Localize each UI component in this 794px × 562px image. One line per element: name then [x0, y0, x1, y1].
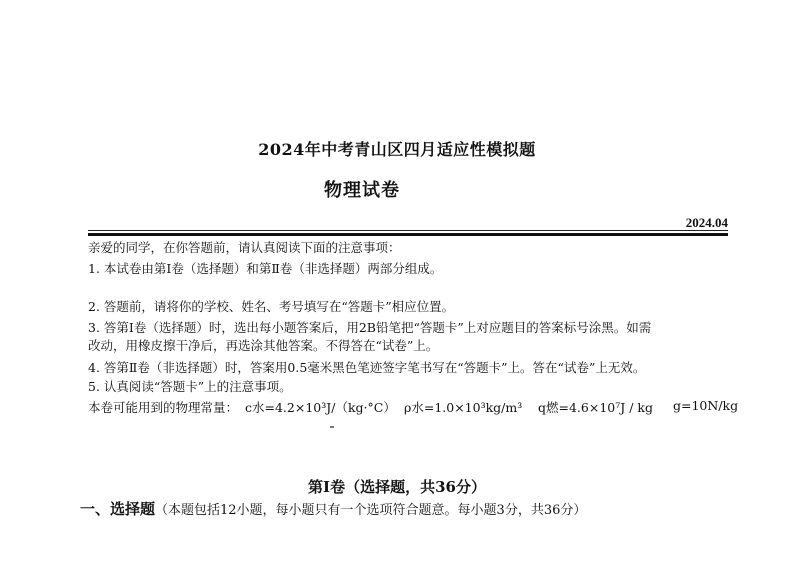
notice-item-3-cont: 改动，用橡皮擦干净后，再选涂其他答案。不得答在“试卷”上。 — [88, 338, 439, 353]
question-section-note: （本题包括12小题，每小题只有一个选项符合题意。每小题3分，共36分） — [155, 503, 587, 518]
notice-item-3: 3. 答第Ⅰ卷（选择题）时，选出每小题答案后，用2B铅笔把“答题卡”上对应题目的答案标号涂黑。如需 — [88, 320, 652, 335]
notice-item-4: 4. 答第Ⅱ卷（非选择题）时，答案用0.5毫米黑色笔迹签字笔书写在“答题卡”上。答在“试卷”上无效。 — [88, 360, 646, 375]
notice-item-1: 1. 本试卷由第Ⅰ卷（选择题）和第Ⅱ卷（非选择题）两部分组成。 — [88, 261, 443, 276]
exam-title: 2024年中考青山区四月适应性模拟题 — [258, 140, 536, 159]
exam-date: 2024.04 — [685, 215, 728, 230]
notice-item-5: 5. 认真阅读“答题卡”上的注意事项。 — [88, 379, 292, 394]
constant-q-gas: q燃=4.6×10⁷J / kg — [538, 400, 653, 415]
constants-lead: 本卷可能用到的物理常量： — [88, 400, 239, 415]
section-title: 第Ⅰ卷（选择题，共36分） — [308, 478, 486, 496]
question-section-heading — [80, 498, 586, 519]
header-rule-thick — [88, 233, 728, 236]
notice-item-2: 2. 答题前，请将你的学校、姓名、考号填写在“答题卡”相应位置。 — [88, 299, 455, 314]
constant-rho-water: ρ水=1.0×10³kg/m³ — [404, 400, 523, 415]
question-section-label: 一、选择题 — [80, 500, 156, 518]
header-rule-thin — [88, 230, 728, 231]
notice-intro: 亲爱的同学，在你答题前，请认真阅读下面的注意事项： — [88, 240, 401, 255]
exam-subtitle: 物理试卷 — [324, 180, 400, 201]
constant-c-water: c水=4.2×10³J/（kg·°C） — [245, 400, 396, 415]
constant-g: g=10N/kg — [673, 398, 739, 413]
constants-line — [88, 398, 748, 416]
scan-speck — [330, 426, 334, 428]
